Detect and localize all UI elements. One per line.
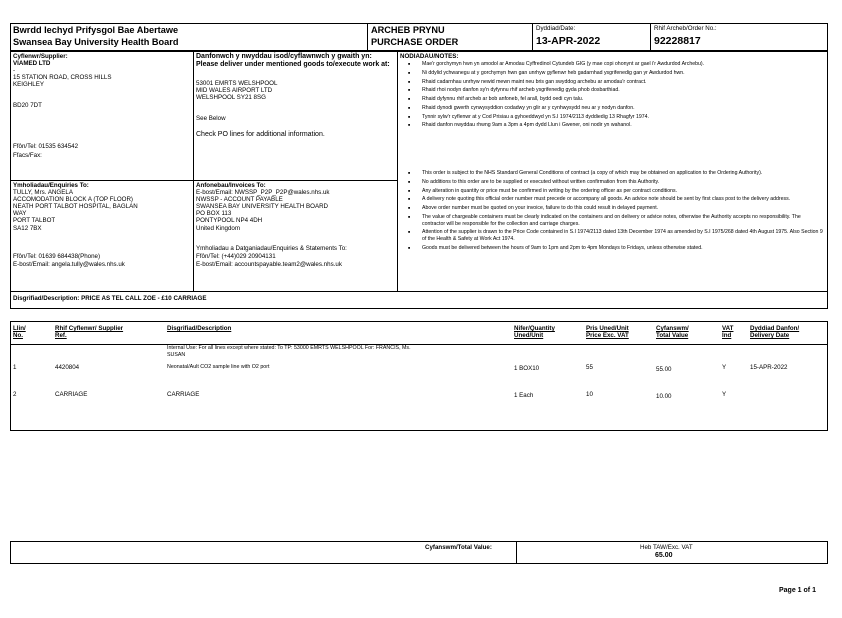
note-item: ■ Rhaid rhoi nodyn danfon sy'n dyfynnu rhif archeb ysgrifenedig gyda phob dosbarthiad. [400,87,824,94]
supplier-address: 15 STATION ROAD, CROSS HILLS KEIGHLEY [13,74,112,89]
check-po-lines-note: Check PO lines for additional information. [196,131,325,138]
column-header-description: Disgrifiad/Description [167,325,232,332]
note-item: ■ Above order number must be quoted on your invoice, failure to do this could result in delayed payment. [400,205,824,212]
note-item: ■ Goods must be delivered between the hours of 9am to 1pm and 2pm to 4pm Mondays to Fridays, unless otherwise stated. [400,245,824,252]
org-name-english: Swansea Bay University Health Board [13,37,179,47]
row-description: CARRIAGE [167,391,200,398]
row-delivery-date: 15-APR-2022 [750,364,788,371]
supplier-name: VIAMED LTD [13,60,51,67]
note-item: ■ Mae'r gorchymyn hwn yn amodol ar Amodau Cyffredinol Cytundeb GIG (y mae copi ohonynt ar gael i'r Awdurdod Archebu). [400,61,824,68]
row-total: 55.00 [656,366,672,373]
row-supplier-ref: CARRIAGE [55,391,88,398]
enquiries-contact-name: TULLY, Mrs. ANGELA [13,189,73,196]
column-header-supplier-ref: Rhif Cyflenwr/ Supplier Ref. [55,325,124,340]
date-label: Dyddiad/Date: [536,25,576,32]
document-title-welsh: ARCHEB PRYNU [371,25,445,35]
totals-box [10,541,828,564]
delivery-label: Danfonwch y nwyddau isod/cyflawnwch y gwaith yn: Please deliver under mentioned goods to/execute work at: [196,53,390,69]
note-item: ■ Rhaid dynodi gwerth cynwysyddion codadwy yn glir ar y cynhwysydd neu ar y nodyn danfon. [400,105,824,112]
row-supplier-ref: 4420804 [55,364,80,371]
notes-label: NODIADAU/NOTES: [400,53,459,60]
supplier-phone: Ffôn/Tel: 01535 634542 [13,143,79,150]
row-line-number: 2 [13,391,17,398]
statements-label: Ymholiadau a Datganiadau/Enquiries & Statements To: [196,245,347,252]
note-item: ■ No additions to this order are to be supplied or executed without written confirmation from this Authority. [400,179,824,186]
org-name-welsh: Bwrdd Iechyd Prifysgol Bae Abertawe [13,25,179,35]
row-total: 10.00 [656,393,672,400]
grid-divider [10,291,828,292]
notes-list-english [400,170,824,253]
note-item: ■ A delivery note quoting this official order number must precede or accompany all goods. An advice note should be sent by first class post to the delivery address. [400,196,824,203]
invoices-address: NWSSP - ACCOUNT PAYABLE SWANSEA BAY UNIVERSITY HEALTH BOARD PO BOX 113 PONTYPOOL NP4 4DH United Kingdom [196,196,329,232]
note-item: ■ Rhaid cadarnhau unrhyw newid mewn maint neu bris gan swyddog archebu ar amodau'r contract. [400,79,824,86]
note-item: ■ Ni ddylid ychwanegu at y gorchymyn hwn gan unrhyw gyflenwr heb gadarnhad ysgrifenedig gan yr Awdurdod hwn. [400,70,824,77]
note-item: ■ Any alteration in quantity or price must be confirmed in writing by the ordering officer as per contract conditions. [400,188,824,195]
notes-list-welsh [400,61,824,131]
grid-divider [10,180,397,181]
note-item: ■ The value of chargeable containers must be clearly indicated on the containers and on delivery or advice notes, otherwise the Authority accepts no responsibility. The contractor will be responsible for the collection and carriage charges. [400,214,824,227]
row-quantity: 1 BOX10 [514,365,540,372]
statements-phone: Ffôn/Tel: (+44)029 20904131 [196,253,276,260]
note-item: ■ Tynnir sylw'r cyflenwr at y Cod Prisiau a gyhoeddwyd yn S.I 1974/2113 dyddiedig 13 Rhagfyr 1974. [400,114,824,121]
order-description: Disgrifiad/Description: PRICE AS TEL CALL ZOE - £10 CARRIAGE [13,295,207,302]
note-item: ■ Rhaid danfon nwyddau rhwng 9am a 3pm a 4pm dydd Llun i Gwener, oni nodir yn wahanol. [400,122,824,129]
order-date: 13-APR-2022 [536,35,601,47]
supplier-label: Cyflenwr/Supplier: [13,53,68,60]
enquiries-email: E-bost/Email: angela.tully@wales.nhs.uk [13,261,125,268]
row-line-number: 1 [13,364,17,371]
row-unit-price: 10 [586,391,593,398]
supplier-dash: - [13,67,16,74]
note-item: ■ Attention of the supplier is drawn to the Price Code contained in S.I 1974/2113 dated 13th December 1974 as amended by S.I 1975/268 dated 4th August 1975. Also Section 9 of the Health & Safety at Work Act 1974. [400,229,824,242]
grid-divider [397,51,398,291]
row-vat-indicator: Y [722,391,727,398]
statements-email: E-bost/Email: accountspayable.team2@wales.nhs.uk [196,261,342,268]
enquiries-phone: Ffôn/Tel: 01639 684438(Phone) [13,253,101,260]
enquiries-label: Ymholiadau/Enquiries To: [13,182,89,189]
column-header-line: Llin/ No. [13,325,26,340]
total-value: 65.00 [655,552,673,559]
supplier-postcode: BD20 7DT [13,102,42,109]
line-items-table [10,321,828,431]
internal-use-note: Internal Use: For all lines except where stated: To TP: 53000 EMRTS WELSHPOOL For: FRANCIS, Ms. SUSAN [167,345,411,358]
row-vat-indicator: Y [722,364,727,371]
row-description: Neonatal/Ault CO2 sample line with O2 port [167,364,270,370]
header-divider [532,23,533,51]
see-below-note: See Below [196,115,226,122]
column-header-vat: VAT Ind [722,325,734,340]
table-header-divider [10,344,828,345]
header-divider [650,23,651,51]
column-header-total: Cyfanswm/ Total Value [656,325,689,340]
row-unit-price: 55 [586,364,593,371]
document-title-english: PURCHASE ORDER [371,37,459,47]
total-label: Cyfanswm/Total Value: [425,544,492,551]
enquiries-address: ACCOMODATION BLOCK A (TOP FLOOR) NEATH PORT TALBOT HOSPITAL, BAGLAN WAY PORT TALBOT SA12 7BX [13,196,138,232]
exc-vat-label: Heb TAW/Exc. VAT [640,544,693,551]
invoices-label: Anfonebau/Invoices To: [196,182,266,189]
column-header-delivery-date: Dyddiad Danfon/ Delivery Date [750,325,800,340]
row-quantity: 1 Each [514,392,534,399]
column-header-unit-price: Pris Uned/Unit Price Exc. VAT [586,325,629,340]
column-header-quantity: Nifer/Quantity Uned/Unit [514,325,555,340]
note-item: ■ Rhaid dyfynnu rhif archeb ar bob anfoneb, fel arall, bydd oedi cyn talu. [400,96,824,103]
page-number: Page 1 of 1 [779,587,816,594]
order-number: 92228817 [654,35,701,47]
header-divider [367,23,368,51]
supplier-fax: Ffacs/Fax: [13,152,42,159]
note-item: ■ This order is subject to the NHS Standard General Conditions of contract (a copy of which may be obtained on application to the Ordering Authority). [400,170,824,177]
order-number-label: Rhif Archeb/Order No.: [654,25,717,32]
totals-divider [516,541,517,564]
delivery-address: 53001 EMRTS WELSHPOOL MID WALES AIRPORT LTD WELSHPOOL SY21 8SG [196,80,278,102]
grid-divider [193,51,194,291]
invoices-email: E-bost/Email: NWSSP_P2P_P2P@wales.nhs.uk [196,189,330,196]
